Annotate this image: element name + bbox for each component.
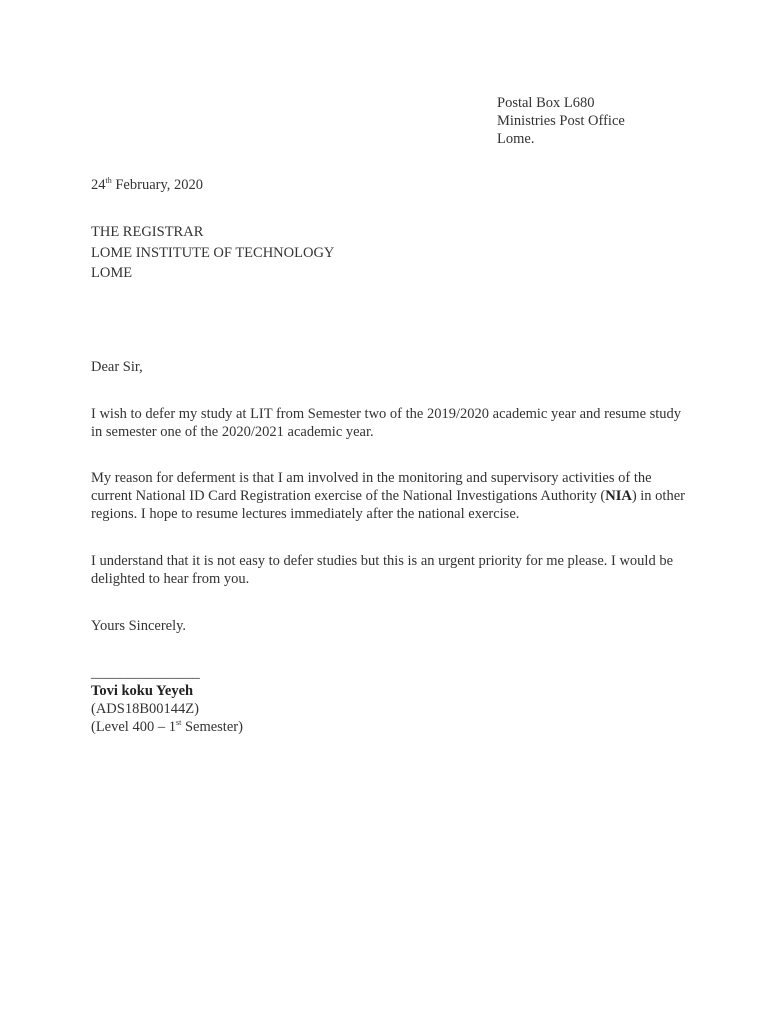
address-line-3: Lome.	[497, 131, 535, 147]
level-text-end: Semester)	[181, 719, 243, 735]
address-line-1: Postal Box L680	[497, 95, 595, 111]
salutation: Dear Sir,	[91, 359, 143, 375]
body-paragraph-2	[91, 469, 691, 523]
student-level	[91, 718, 243, 736]
body-paragraph-1: I wish to defer my study at LIT from Semester two of the 2019/2020 academic year and resume study in semester one of the 2020/2021 academic year.	[91, 406, 682, 440]
signatory-name-text: Tovi koku Yeyeh	[91, 683, 194, 699]
address-line-2: Ministries Post Office	[497, 113, 625, 129]
paragraph-2-text-end: ) in other regions. I hope to resume lectures immediately after the national exercise.	[91, 488, 685, 522]
signature-line: _______________	[91, 665, 200, 681]
recipient-line-1: THE REGISTRAR	[91, 224, 204, 240]
date-day: 24	[91, 177, 106, 193]
date-rest: February, 2020	[111, 177, 204, 193]
closing: Yours Sincerely.	[91, 618, 187, 634]
level-text-start: (Level 400 – 1	[91, 719, 176, 735]
paragraph-2-text-start: My reason for deferment is that I am involved in the monitoring and supervisory activities of the current National ID Card Registration exercise of the National Investigations Authority (	[91, 470, 652, 504]
level-ordinal-suffix: st	[175, 718, 182, 728]
recipient-line-3: LOME	[91, 265, 133, 281]
signatory-name	[91, 682, 193, 700]
student-id: (ADS18B00144Z)	[91, 701, 199, 717]
nia-abbreviation: NIA	[605, 488, 632, 504]
recipient-line-2: LOME INSTITUTE OF TECHNOLOGY	[91, 245, 335, 261]
body-paragraph-3: I understand that it is not easy to defer studies but this is an urgent priority for me please. I would be delighted to hear from you.	[91, 553, 674, 587]
date-day-suffix: th	[105, 176, 112, 186]
letter-date	[91, 176, 203, 194]
